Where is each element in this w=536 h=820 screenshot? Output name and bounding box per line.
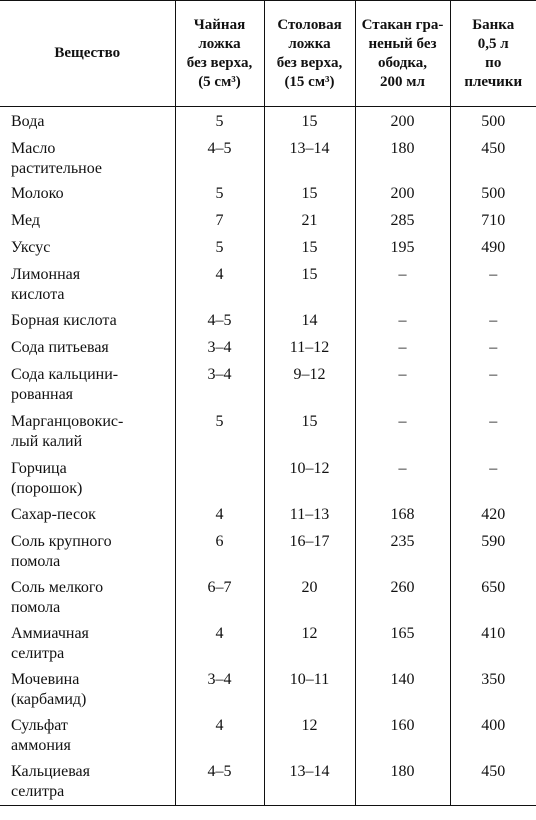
header-jar: Банка 0,5 л по плечики [450, 1, 536, 107]
cell-tablespoon: 15 [264, 260, 355, 306]
cell-tablespoon: 15 [264, 233, 355, 260]
cell-jar: – [489, 459, 498, 477]
cell-teaspoon: 4–5 [175, 757, 264, 806]
cell-jar: 590 [481, 532, 506, 550]
cell-tablespoon: 11–13 [264, 500, 355, 527]
cell-glass: 180 [355, 757, 450, 806]
cell-substance: Сода питьевая [0, 333, 175, 360]
cell-glass: 285 [355, 206, 450, 233]
cell-substance: Марганцовокис- лый калий [0, 407, 175, 454]
cell-substance: Мед [0, 206, 175, 233]
cell-teaspoon: 4–5 [175, 306, 264, 333]
cell-teaspoon: 5 [175, 179, 264, 206]
cell-substance: Лимонная кислота [0, 260, 175, 306]
table-row [0, 573, 536, 619]
cell-jar: 450 [481, 139, 506, 157]
table-row [0, 179, 536, 206]
cell-glass: 168 [355, 500, 450, 527]
cell-glass: 260 [355, 573, 450, 619]
cell-substance: Горчица (порошок) [0, 454, 175, 500]
cell-teaspoon [175, 454, 264, 500]
cell-tablespoon: 21 [264, 206, 355, 233]
cell-tablespoon: 12 [264, 711, 355, 757]
table-row [0, 233, 536, 260]
cell-substance: Соль мелкого помола [0, 573, 175, 619]
cell-glass: 160 [355, 711, 450, 757]
cell-teaspoon: 3–4 [175, 360, 264, 407]
table-row [0, 757, 536, 806]
cell-jar: 500 [481, 113, 506, 130]
cell-teaspoon: 3–4 [175, 665, 264, 711]
cell-glass: 165 [355, 619, 450, 665]
cell-teaspoon: 6 [175, 527, 264, 573]
table-row [0, 134, 536, 179]
cell-tablespoon: 15 [264, 407, 355, 454]
table-row [0, 206, 536, 233]
table-row [0, 454, 536, 500]
cell-teaspoon: 5 [175, 233, 264, 260]
cell-glass: 200 [355, 107, 450, 134]
table-row [0, 306, 536, 333]
table-row [0, 360, 536, 407]
cell-glass: – [355, 454, 450, 500]
cell-substance: Сода кальцини- рованная [0, 360, 175, 407]
cell-glass: 140 [355, 665, 450, 711]
cell-teaspoon: 6–7 [175, 573, 264, 619]
table-row [0, 619, 536, 665]
cell-tablespoon: 15 [264, 179, 355, 206]
cell-teaspoon: 7 [175, 206, 264, 233]
cell-jar: – [489, 412, 498, 430]
cell-jar: – [489, 265, 498, 283]
cell-tablespoon: 12 [264, 619, 355, 665]
cell-jar: 420 [481, 505, 506, 523]
cell-substance: Масло растительное [0, 134, 175, 179]
cell-teaspoon: 4 [175, 500, 264, 527]
cell-teaspoon: 4 [175, 260, 264, 306]
cell-jar: 450 [450, 757, 536, 806]
cell-tablespoon: 20 [264, 573, 355, 619]
cell-glass: 235 [355, 527, 450, 573]
cell-substance: Молоко [0, 179, 175, 206]
cell-glass: – [355, 333, 450, 360]
cell-jar: 400 [481, 716, 506, 734]
table-row [0, 665, 536, 711]
cell-tablespoon: 10–11 [264, 665, 355, 711]
cell-jar: – [489, 338, 498, 356]
cell-jar: 650 [481, 578, 506, 596]
header-teaspoon: Чайная ложка без верха, (5 см³) [175, 1, 264, 107]
table-row [0, 500, 536, 527]
cell-glass: 180 [355, 134, 450, 179]
cell-tablespoon: 15 [264, 107, 355, 134]
table-row [0, 333, 536, 360]
cell-teaspoon: 4 [175, 619, 264, 665]
cell-teaspoon: 5 [175, 107, 264, 134]
cell-tablespoon: 13–14 [264, 134, 355, 179]
header-glass: Стакан гра- неный без ободка, 200 мл [355, 1, 450, 107]
table-row [0, 107, 536, 134]
cell-jar: – [489, 311, 498, 329]
cell-substance: Вода [0, 107, 175, 134]
cell-tablespoon: 14 [264, 306, 355, 333]
cell-tablespoon: 13–14 [264, 757, 355, 806]
table-row [0, 527, 536, 573]
cell-substance: Кальциевая селитра [0, 757, 175, 806]
cell-glass: – [355, 260, 450, 306]
cell-substance: Уксус [0, 233, 175, 260]
table-row [0, 711, 536, 757]
table-row [0, 407, 536, 454]
cell-teaspoon: 4–5 [175, 134, 264, 179]
cell-jar: – [489, 365, 498, 383]
cell-substance: Сульфат аммония [0, 711, 175, 757]
cell-glass: – [355, 306, 450, 333]
cell-substance: Борная кислота [0, 306, 175, 333]
cell-tablespoon: 11–12 [264, 333, 355, 360]
cell-teaspoon: 5 [175, 407, 264, 454]
cell-jar: 500 [481, 184, 506, 202]
cell-jar: 410 [481, 624, 506, 642]
cell-jar: 710 [481, 211, 506, 229]
table-row [0, 260, 536, 306]
cell-substance: Мочевина (карбамид) [0, 665, 175, 711]
cell-glass: – [355, 360, 450, 407]
cell-substance: Соль крупного помола [0, 527, 175, 573]
cell-tablespoon: 9–12 [264, 360, 355, 407]
cell-teaspoon: 3–4 [175, 333, 264, 360]
cell-glass: – [355, 407, 450, 454]
cell-substance: Аммиачная селитра [0, 619, 175, 665]
header-substance: Вещество [0, 1, 175, 107]
cell-tablespoon: 10–12 [264, 454, 355, 500]
table-body [0, 107, 536, 806]
cell-substance: Сахар-песок [0, 500, 175, 527]
cell-jar: 350 [481, 670, 506, 688]
cell-tablespoon: 16–17 [264, 527, 355, 573]
cell-teaspoon: 4 [175, 711, 264, 757]
cell-glass: 195 [355, 233, 450, 260]
cell-glass: 200 [355, 179, 450, 206]
header-row [0, 1, 536, 107]
cell-jar: 490 [481, 238, 506, 256]
header-tablespoon: Столовая ложка без верха, (15 см³) [264, 1, 355, 107]
